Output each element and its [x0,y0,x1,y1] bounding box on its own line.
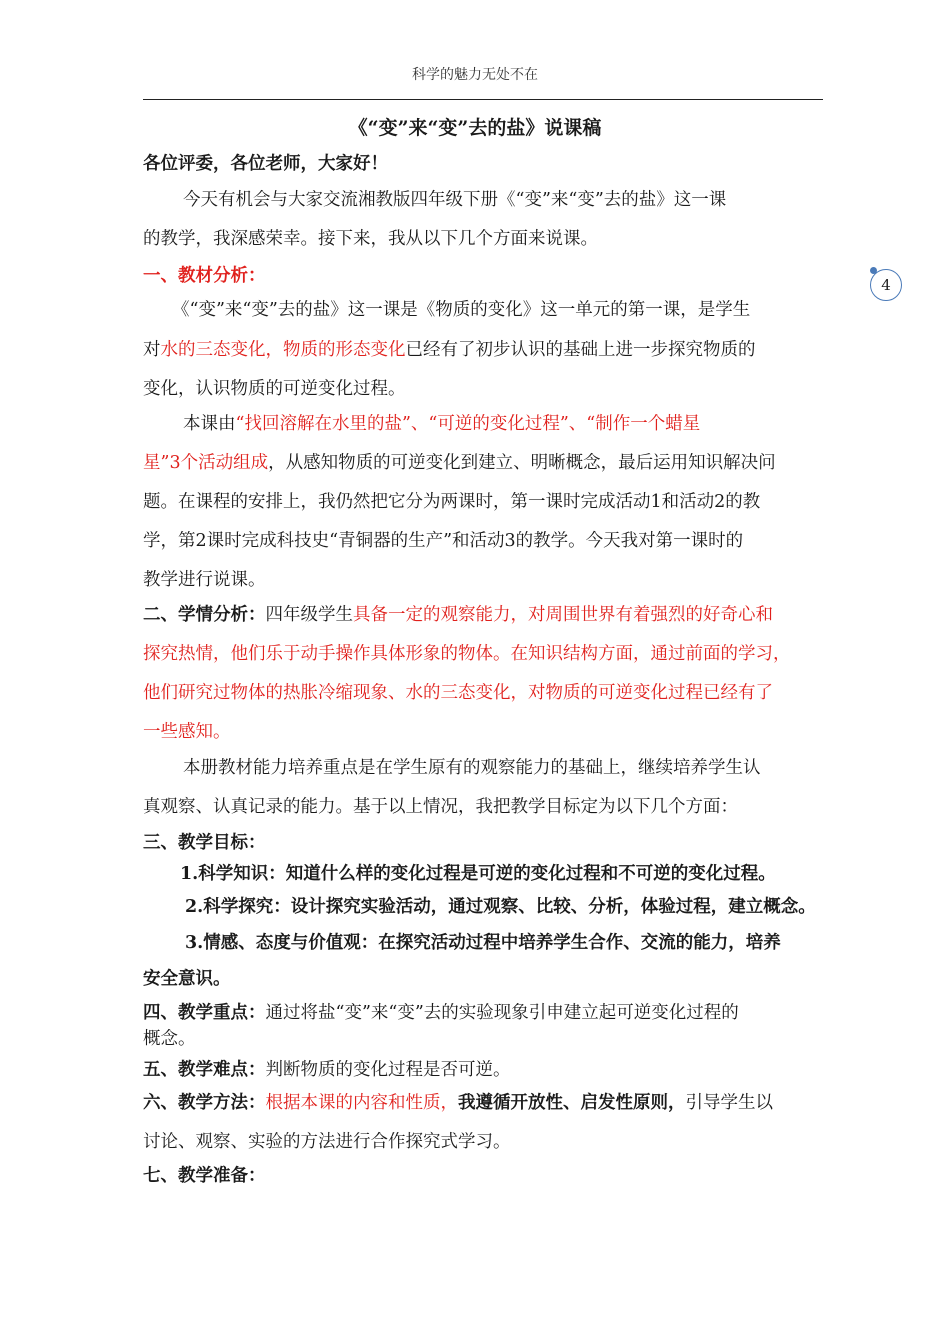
goal-2: 2.科学探究：设计探究实验活动，通过观察、比较、分析，体验过程，建立概念。 [185,897,816,917]
section-5-heading: 五、教学难点： [143,1060,266,1080]
goal-3-line2: 安全意识。 [143,969,231,989]
s5-line: 五、教学难点：判断物质的变化过程是否可逆。 [143,1060,511,1080]
goal-1: 1.科学知识：知道什么样的变化过程是可逆的变化过程和不可逆的变化过程。 [180,864,776,884]
s2-line4: 一些感知。 [143,722,231,742]
document-title: 《“变”来“变”去的盐》说课稿 [348,117,602,139]
s2-line2: 探究热情，他们乐于动手操作具体形象的物体。在知识结构方面，通过前面的学习， [143,644,791,664]
s4-line2: 概念。 [143,1029,196,1049]
s2-line3: 他们研究过物体的热胀冷缩现象、水的三态变化，对物质的可逆变化过程已经有了 [143,683,773,703]
goal-3-line1: 3.情感、态度与价值观：在探究活动过程中培养学生合作、交流的能力，培养 [185,933,781,953]
s1-para2-line5: 教学进行说课。 [143,570,266,590]
section-3-heading: 三、教学目标： [143,833,266,853]
page-header: 科学的魅力无处不在 [412,67,538,83]
greeting: 各位评委，各位老师，大家好！ [143,154,388,174]
s2-para2-line1: 本册教材能力培养重点是在学生原有的观察能力的基础上，继续培养学生认 [183,758,761,778]
s1-para2-line1: 本课由“找回溶解在水里的盐”、“可逆的变化过程”、“制作一个蜡星 [183,414,701,434]
intro-line-2: 的教学，我深感荣幸。接下来，我从以下几个方面来说课。 [143,229,598,249]
s1-para1-line2: 对水的三态变化，物质的形态变化已经有了初步认识的基础上进一步探究物质的 [143,340,756,360]
s2-para2-line2: 真观察、认真记录的能力。基于以上情况，我把教学目标定为以下几个方面： [143,797,738,817]
section-6-heading: 六、教学方法： [143,1093,266,1113]
section-7-heading: 七、教学准备： [143,1166,266,1186]
s1-para2-line2: 星”3个活动组成，从感知物质的可逆变化到建立、明晰概念，最后运用知识解决问 [143,453,776,473]
s1-para2-line3: 题。在课程的安排上，我仍然把它分为两课时，第一课时完成活动1和活动2的教 [143,492,761,512]
s6-line1: 六、教学方法：根据本课的内容和性质，我遵循开放性、启发性原则，引导学生以 [143,1093,773,1113]
s1-para2-line4: 学，第2课时完成科技史“青铜器的生产”和活动3的教学。今天我对第一课时的 [143,531,744,551]
header-divider [143,99,823,100]
s1-para1-line1: 《“变”来“变”去的盐》这一课是《物质的变化》这一单元的第一课，是学生 [172,300,751,320]
s2-line1: 二、学情分析：四年级学生具备一定的观察能力，对周围世界有着强烈的好奇心和 [143,605,773,625]
section-4-heading: 四、教学重点： [143,1003,266,1023]
intro-line-1: 今天有机会与大家交流湘教版四年级下册《“变”来“变”去的盐》这一课 [183,190,727,210]
section-2-heading: 二、学情分析： [143,605,266,625]
section-1-heading: 一、教材分析： [143,266,266,286]
s6-line2: 讨论、观察、实验的方法进行合作探究式学习。 [143,1132,511,1152]
s1-para1-line3: 变化，认识物质的可逆变化过程。 [143,379,406,399]
s4-line1: 四、教学重点：通过将盐“变”来“变”去的实验现象引申建立起可逆变化过程的 [143,1003,739,1023]
page-number-badge: 4 [870,269,902,301]
